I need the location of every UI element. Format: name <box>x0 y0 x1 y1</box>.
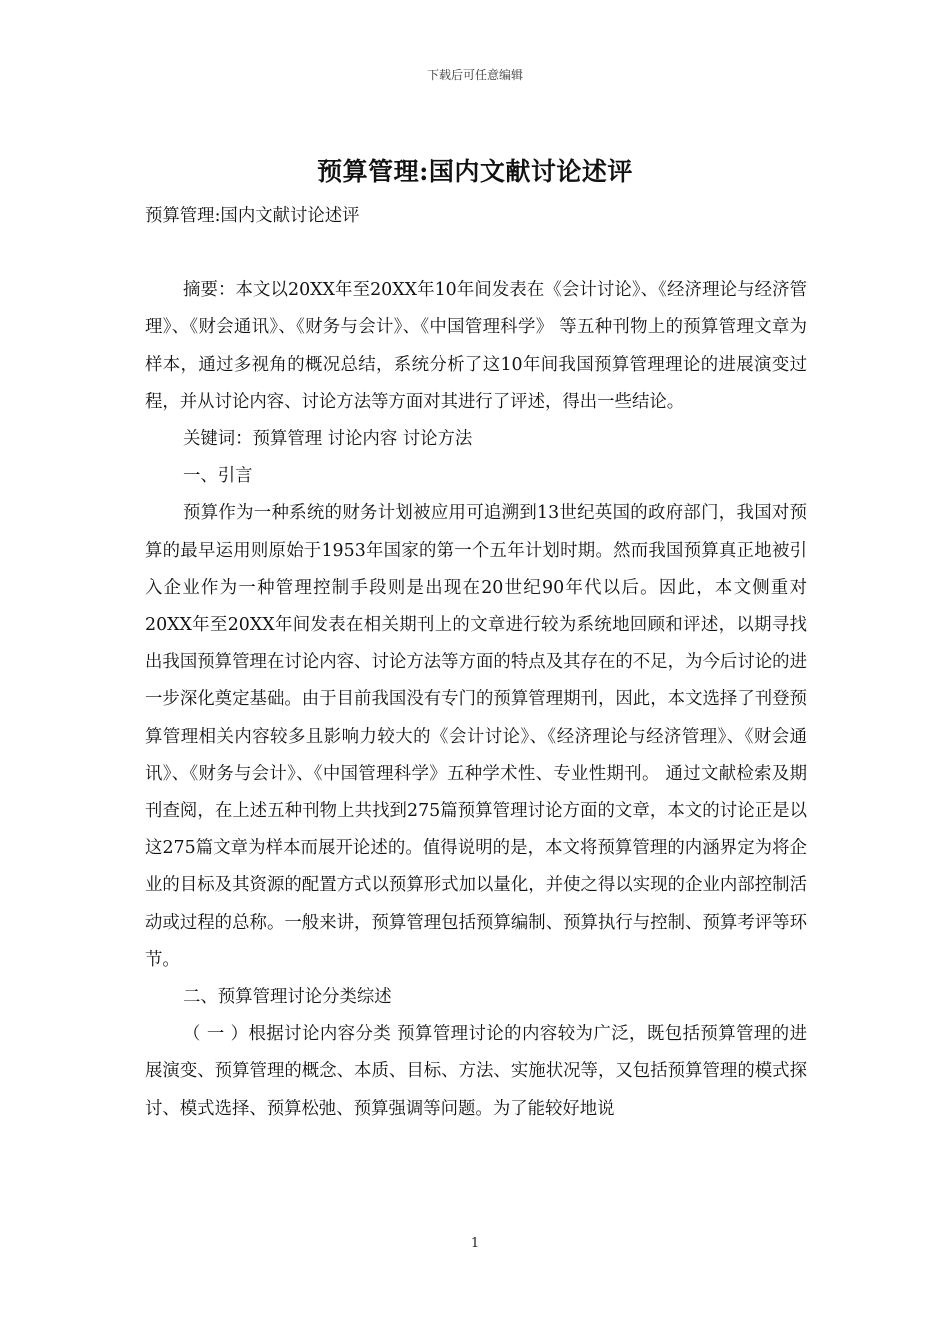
document-body <box>145 198 807 1128</box>
section-heading-review: 二、预算管理讨论分类综述 <box>183 987 392 1008</box>
document-title: 预算管理:国内文献讨论述评 <box>317 157 633 186</box>
section-heading-introduction: 一、引言 <box>183 466 253 487</box>
keywords-line: 关键词：预算管理 讨论内容 讨论方法 <box>183 429 473 450</box>
subtitle-line: 预算管理:国内文献讨论述评 <box>145 206 360 226</box>
introduction-paragraph: 预算作为一种系统的财务计划被应用可追溯到13世纪英国的政府部门，我国对预算的最早运用则原始于1953年国家的第一个五年计划时期。然而我国预算真正地被引入企业作为一种管理控制手段则是出现在20世纪90年代以后。因此，本文侧重对20XX年至20XX年间发表在相关期刊上的文章进行较为系统地回顾和评述，以期寻找出我国预算管理在讨论内容、讨论方法等方面的特点及其存在的不足，为今后讨论的进一步深化奠定基础。由于目前我国没有专门的预算管理期刊，因此，本文选择了刊登预算管理相关内容较多且影响力较大的《会计讨论》、《经济理论与经济管理》、《财会通讯》、《财务与会计》、《中国管理科学》五种学术性、专业性期刊。 通过文献检索及期刊查阅，在上述五种刊物上共找到275篇预算管理讨论方面的文章，本文的讨论正是以这275篇文章为样本而展开论述的。值得说明的是，本文将预算管理的内涵界定为将企业的目标及其资源的配置方式以预算形式加以量化，并使之得以实现的企业内部控制活动或过程的总称。一般来讲，预算管理包括预算编制、预算执行与控制、预算考评等环节。 <box>145 503 807 970</box>
review-paragraph: （ 一 ）根据讨论内容分类 预算管理讨论的内容较为广泛，既包括预算管理的进展演变、预算管理的概念、本质、目标、方法、实施状况等，又包括预算管理的模式探讨、模式选择、预算松弛、预算强调等问题。为了能较好地说 <box>145 1024 807 1119</box>
header-note: 下载后可任意编辑 <box>426 68 523 82</box>
abstract-paragraph: 摘要：本文以20XX年至20XX年10年间发表在《会计讨论》、《经济理论与经济管理》、《财会通讯》、《财务与会计》、《中国管理科学》 等五种刊物上的预算管理文章为样本，通过多视角的概况总结，系统分析了这10年间我国预算管理理论的进展演变过程，并从讨论内容、讨论方法等方面对其进行了评述，得出一些结论。 <box>145 280 807 412</box>
page-number: 1 <box>470 1236 480 1251</box>
